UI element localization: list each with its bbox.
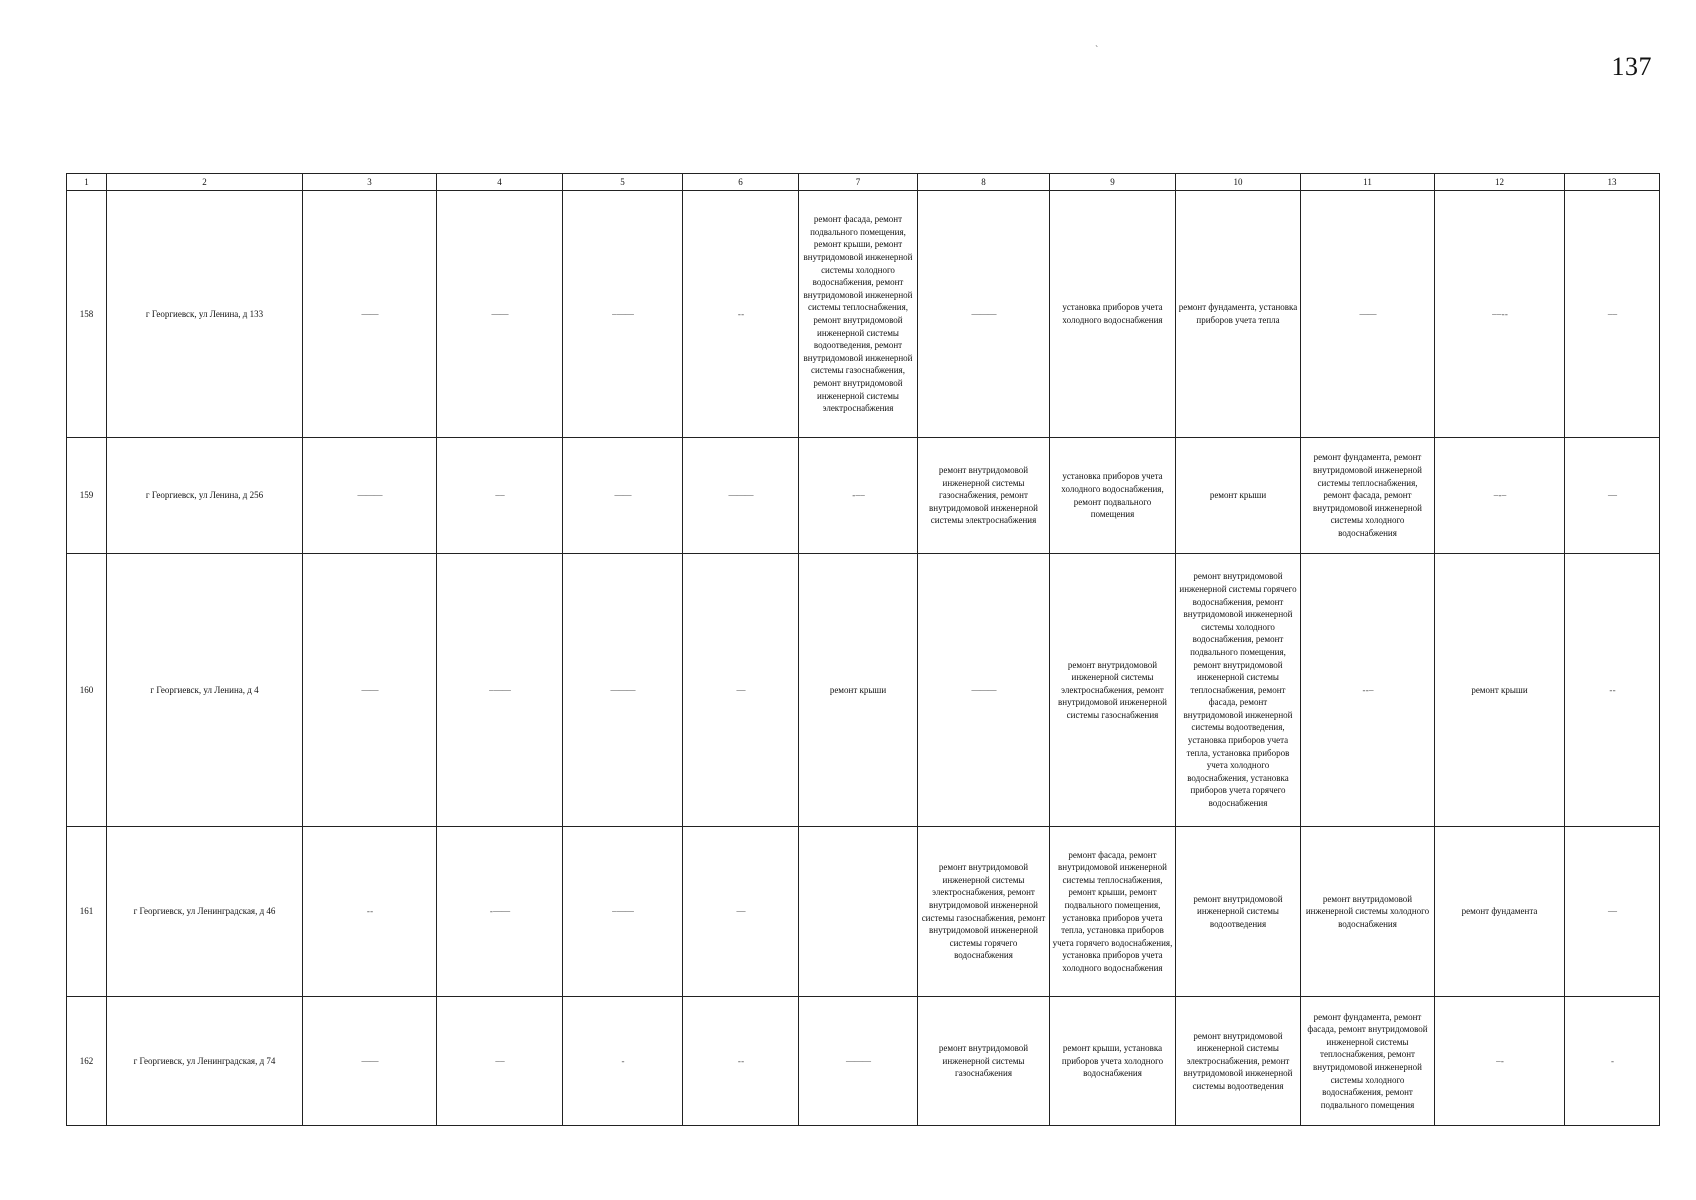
column-number-header: 7 [799, 174, 918, 191]
empty-dash-cell: — [683, 827, 799, 997]
row-number: 160 [67, 554, 107, 827]
work-type-cell: ремонт внутридомовой инженерной системы водоотведения [1176, 827, 1301, 997]
work-type-cell: ремонт внутридомовой инженерной системы холодного водоснабжения [1301, 827, 1435, 997]
work-type-cell: ремонт внутридомовой инженерной системы электроснабжения, ремонт внутридомовой инженерной системы газоснабжения [1050, 554, 1176, 827]
work-type-cell: ремонт внутридомовой инженерной системы электроснабжения, ремонт внутридомовой инженерной системы водоотведения [1176, 997, 1301, 1126]
empty-dash-cell: — [1565, 438, 1660, 554]
empty-dash-cell: - - – [1301, 554, 1435, 827]
empty-dash-cell: - - [1565, 554, 1660, 827]
empty-dash-cell: – – - - [1435, 191, 1565, 438]
address-cell: г Георгиевск, ул Ленинградская, д 74 [107, 997, 303, 1126]
work-type-cell: ремонт фундамента, ремонт внутридомовой инженерной системы теплоснабжения, ремонт фасада, ремонт внутридомовой инженерной системы холодного водоснабжения [1301, 438, 1435, 554]
empty-dash-cell: —— [303, 191, 437, 438]
work-type-cell: ремонт внутридомовой инженерной системы горячего водоснабжения, ремонт внутридомовой инженерной системы холодного водоснабжения, ремонт подвального помещения, ремонт внутридомовой инженерной системы теплоснабжения, ремонт фасада, ремонт внутридомовой инженерной системы водоотведения, установка приборов учета тепла, установка приборов учета холодного водоснабжения, установка приборов учета горячего водоснабжения [1176, 554, 1301, 827]
work-type-cell: ремонт крыши [1435, 554, 1565, 827]
work-type-cell: установка приборов учета холодного водоснабжения, ремонт подвального помещения [1050, 438, 1176, 554]
work-type-cell: ремонт крыши [1176, 438, 1301, 554]
work-type-cell: ремонт фундамента, установка приборов учета тепла [1176, 191, 1301, 438]
empty-dash-cell: – —— [437, 554, 563, 827]
empty-dash-cell: - - [683, 997, 799, 1126]
empty-dash-cell: ——— [918, 191, 1050, 438]
empty-dash-cell: - - [303, 827, 437, 997]
table-row [67, 191, 1660, 438]
work-type-cell: ремонт крыши [799, 554, 918, 827]
empty-dash-cell: - – – [799, 438, 918, 554]
table-row [67, 827, 1660, 997]
table-row [67, 997, 1660, 1126]
column-number-header: 12 [1435, 174, 1565, 191]
column-number-header: 1 [67, 174, 107, 191]
row-number: 161 [67, 827, 107, 997]
address-cell: г Георгиевск, ул Ленина, д 256 [107, 438, 303, 554]
work-type-cell: ремонт фундамента [1435, 827, 1565, 997]
work-type-cell: ремонт фасада, ремонт подвального помещения, ремонт крыши, ремонт внутридомовой инженерной системы холодного водоснабжения, ремонт внутридомовой инженерной системы теплоснабжения, ремонт внутридомовой инженерной системы водоотведения, ремонт внутридомовой инженерной системы газоснабжения, ремонт внутридомовой инженерной системы электроснабжения [799, 191, 918, 438]
address-cell: г Георгиевск, ул Ленина, д 4 [107, 554, 303, 827]
work-type-cell: установка приборов учета холодного водоснабжения [1050, 191, 1176, 438]
column-number-header: 5 [563, 174, 683, 191]
empty-dash-cell: - - [683, 191, 799, 438]
row-number: 159 [67, 438, 107, 554]
empty-dash-cell: - [563, 997, 683, 1126]
empty-dash-cell: ——— [303, 438, 437, 554]
blank-cell [799, 827, 918, 997]
column-number-header: 9 [1050, 174, 1176, 191]
empty-dash-cell: – – [437, 438, 563, 554]
work-type-cell: ремонт фасада, ремонт внутридомовой инженерной системы теплоснабжения, ремонт крыши, ремонт подвального помещения, установка приборов учета тепла, установка приборов учета горячего водоснабжения, установка приборов учета холодного водоснабжения [1050, 827, 1176, 997]
empty-dash-cell: — [683, 554, 799, 827]
empty-dash-cell: —— [563, 438, 683, 554]
column-number-header: 6 [683, 174, 799, 191]
empty-dash-cell: – – [1565, 191, 1660, 438]
empty-dash-cell: – – [437, 997, 563, 1126]
column-number-header: 4 [437, 174, 563, 191]
work-type-cell: ремонт крыши, установка приборов учета холодного водоснабжения [1050, 997, 1176, 1126]
table-row [67, 554, 1660, 827]
empty-dash-cell: —— [303, 554, 437, 827]
column-number-header: 11 [1301, 174, 1435, 191]
empty-dash-cell: – —— [563, 827, 683, 997]
page-number: 137 [1611, 52, 1652, 81]
empty-dash-cell: ——— [799, 997, 918, 1126]
column-number-header-row [67, 174, 1660, 191]
empty-dash-cell: ——— [918, 554, 1050, 827]
work-type-cell: ремонт внутридомовой инженерной системы газоснабжения, ремонт внутридомовой инженерной системы электроснабжения [918, 438, 1050, 554]
empty-dash-cell: – - – [1435, 438, 1565, 554]
address-cell: г Георгиевск, ул Ленинградская, д 46 [107, 827, 303, 997]
empty-dash-cell: ——— [563, 554, 683, 827]
work-type-cell: ремонт фундамента, ремонт фасада, ремонт внутридомовой инженерной системы теплоснабжения, ремонт внутридомовой инженерной системы холодного водоснабжения, ремонт подвального помещения [1301, 997, 1435, 1126]
column-number-header: 13 [1565, 174, 1660, 191]
row-number: 158 [67, 191, 107, 438]
column-number-header: 10 [1176, 174, 1301, 191]
empty-dash-cell: ——— [683, 438, 799, 554]
empty-dash-cell: - [1565, 997, 1660, 1126]
work-type-cell: ремонт внутридомовой инженерной системы газоснабжения [918, 997, 1050, 1126]
address-cell: г Георгиевск, ул Ленина, д 133 [107, 191, 303, 438]
repair-schedule-table [66, 173, 1660, 1126]
table-row [67, 438, 1660, 554]
column-number-header: 8 [918, 174, 1050, 191]
scan-mark: ` [1095, 45, 1099, 56]
empty-dash-cell: – - [1435, 997, 1565, 1126]
empty-dash-cell: – —— [563, 191, 683, 438]
work-type-cell: ремонт внутридомовой инженерной системы электроснабжения, ремонт внутридомовой инженерной системы газоснабжения, ремонт внутридомовой инженерной системы горячего водоснабжения [918, 827, 1050, 997]
row-number: 162 [67, 997, 107, 1126]
empty-dash-cell: —— [303, 997, 437, 1126]
empty-dash-cell: —— [1301, 191, 1435, 438]
empty-dash-cell: —— [437, 191, 563, 438]
column-number-header: 2 [107, 174, 303, 191]
column-number-header: 3 [303, 174, 437, 191]
empty-dash-cell: - —— [437, 827, 563, 997]
empty-dash-cell: — [1565, 827, 1660, 997]
